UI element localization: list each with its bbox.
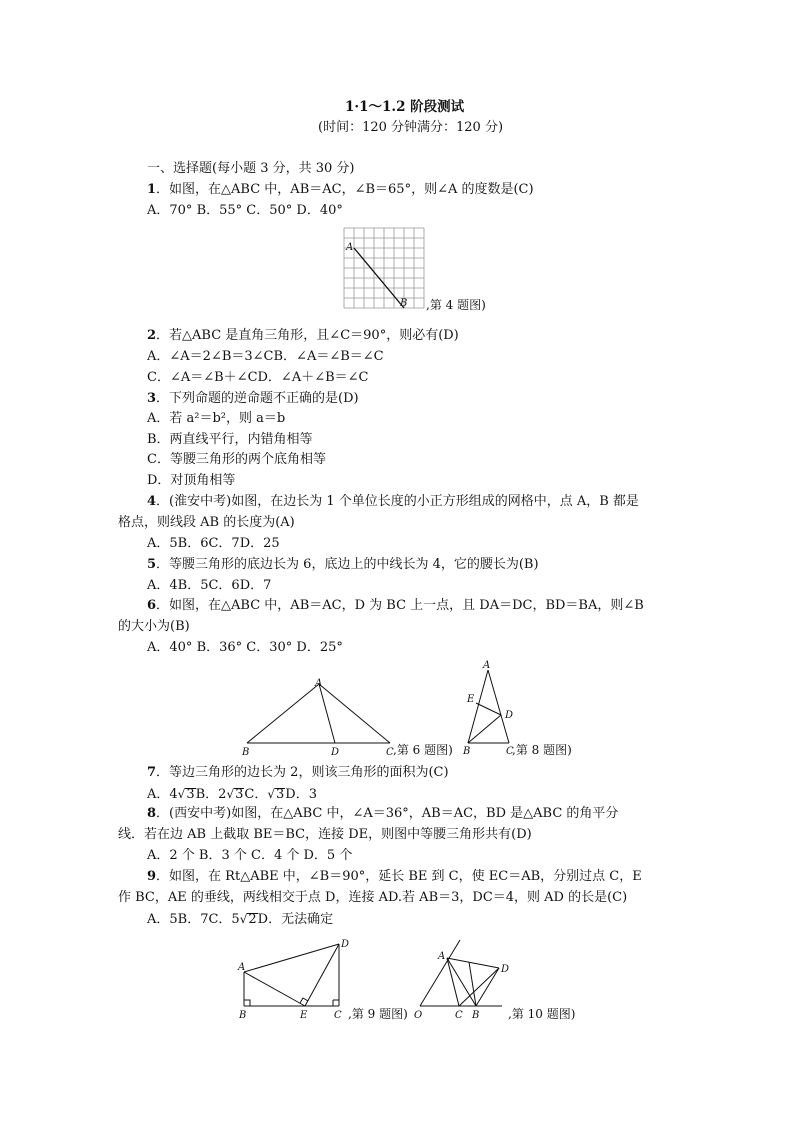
- figure-6-caption: ,第 6 题图): [393, 743, 453, 757]
- question-1-options: A．70° B．55° C．50° D．40°: [147, 203, 343, 218]
- point-d-label: D: [501, 964, 510, 975]
- question-6-line-2: 的大小为(B): [118, 619, 190, 634]
- point-b-label: B: [400, 298, 408, 309]
- option-a: A．4: [147, 787, 178, 802]
- sqrt-sign: √3: [226, 787, 244, 802]
- point-b-label: B: [463, 746, 471, 757]
- point-a-label: A: [315, 678, 323, 689]
- question-number: 5: [147, 557, 157, 572]
- question-number: 8: [147, 806, 157, 821]
- question-text: ．若△ABC 是直角三角形，且∠C＝90°，则必有(D): [156, 328, 459, 343]
- figure-9-caption: ,第 9 题图): [348, 1007, 408, 1021]
- sqrt-sign: √3: [177, 787, 195, 802]
- options-abc: A．5B．7C．5: [147, 912, 240, 927]
- question-text: ．(西安中考)如图，在△ABC 中，∠A＝36°，AB＝AC，BD 是△ABC 的角平分: [156, 806, 619, 821]
- figure-4-caption: ,第 4 题图): [426, 298, 486, 312]
- question-text: ．等边三角形的边长为 2，则该三角形的面积为(C): [156, 765, 449, 780]
- point-b-label: B: [472, 1010, 480, 1021]
- question-7: [147, 765, 449, 781]
- figure-4-grid: [344, 228, 428, 312]
- figure-10-diagram: [412, 934, 522, 1024]
- option-c: C．: [244, 787, 268, 802]
- question-9: [147, 869, 642, 885]
- question-8-line-2: 线．若在边 AB 上截取 BE＝BC，连接 DE，则图中等腰三角形共有(D): [118, 827, 532, 842]
- point-e-label: E: [300, 1010, 308, 1021]
- question-2-options-2: C．∠A＝∠B＋∠CD．∠A＋∠B＝∠C: [147, 370, 369, 385]
- question-3: [147, 391, 359, 407]
- question-6-options: A．40° B．36° C．30° D．25°: [147, 640, 343, 655]
- figure-6-triangle: [240, 676, 400, 758]
- question-6: [147, 598, 644, 614]
- question-text: ．(淮安中考)如图，在边长为 1 个单位长度的小正方形组成的网格中，点 A，B 都是: [156, 494, 639, 509]
- page-subtitle: (时间：120 分钟满分：120 分): [318, 120, 504, 135]
- point-d-label: D: [341, 939, 350, 950]
- question-2: [147, 328, 459, 344]
- point-c-label: C: [334, 1010, 342, 1021]
- point-b-label: B: [242, 747, 250, 758]
- question-number: 7: [147, 765, 157, 780]
- point-c-label: C: [506, 746, 514, 757]
- question-9-options: [147, 911, 333, 928]
- point-d-label: D: [331, 747, 340, 758]
- question-number: 6: [147, 598, 157, 613]
- question-8-options: A．2 个 B．3 个 C．4 个 D．5 个: [147, 848, 353, 863]
- question-9-line-2: 作 BC，AE 的垂线，两线相交于点 D，连接 AD.若 AB＝3，DC＝4，则 AD 的长是(C): [118, 890, 628, 905]
- question-text: ．如图，在△ABC 中，AB＝AC，∠B＝65°，则∠A 的度数是(C): [156, 182, 534, 197]
- sqrt-sign: √3: [267, 787, 285, 802]
- figure-10-caption: ,第 10 题图): [508, 1007, 576, 1021]
- figure-9-diagram: [236, 936, 354, 1022]
- question-2-options-1: A．∠A＝2∠B＝3∠CB．∠A＝∠B＝∠C: [147, 349, 384, 364]
- question-number: 4: [147, 494, 157, 509]
- question-text: ．等腰三角形的底边长为 6，底边上的中线长为 4，它的腰长为(B): [156, 557, 539, 572]
- page-title: 1·1～1.2 阶段测试: [345, 99, 465, 115]
- section-heading: 一、选择题(每小题 3 分，共 30 分): [147, 161, 355, 176]
- question-text: ．如图，在 Rt△ABE 中，∠B＝90°，延长 BE 到 C，使 EC＝AB，分别过点 C，E: [156, 869, 642, 884]
- point-a-label: A: [483, 660, 491, 671]
- question-number: 1: [147, 182, 157, 197]
- question-3-option-c: C．等腰三角形的两个底角相等: [147, 452, 326, 467]
- point-e-label: E: [467, 694, 475, 705]
- question-5-options: A．4B．5C．6D．7: [147, 578, 272, 593]
- question-text: ．如图，在△ABC 中，AB＝AC，D 为 BC 上一点，且 DA＝DC，BD＝BA，则∠B: [156, 598, 644, 613]
- question-1: [147, 182, 534, 198]
- point-o-label: O: [414, 1010, 423, 1021]
- point-d-label: D: [505, 710, 514, 721]
- question-8: [147, 806, 618, 822]
- option-d: D．3: [285, 787, 317, 802]
- question-3-option-b: B．两直线平行，内错角相等: [147, 432, 313, 447]
- sqrt-sign: √2: [239, 912, 257, 927]
- point-b-label: B: [239, 1010, 247, 1021]
- question-4-options: A．5B．6C．7D．25: [147, 536, 280, 551]
- point-c-label: C: [455, 1010, 463, 1021]
- question-number: 3: [147, 391, 157, 406]
- question-number: 2: [147, 328, 157, 343]
- question-4-line-2: 格点，则线段 AB 的长度为(A): [118, 515, 295, 530]
- question-4: [147, 494, 639, 510]
- question-5: [147, 557, 539, 573]
- figure-8-caption: ,第 8 题图): [512, 743, 572, 757]
- point-a-label: A: [438, 951, 446, 962]
- point-a-label: A: [346, 242, 354, 253]
- option-d: D．无法确定: [257, 912, 334, 927]
- question-3-option-d: D．对顶角相等: [147, 473, 236, 488]
- question-number: 9: [147, 869, 157, 884]
- option-b: B．2: [195, 787, 227, 802]
- question-3-option-a: A．若 a²＝b²，则 a＝b: [147, 411, 286, 426]
- question-7-options: [147, 786, 317, 803]
- point-c-label: C: [386, 747, 394, 758]
- question-text: ．下列命题的逆命题不正确的是(D): [156, 391, 359, 406]
- point-a-label: A: [238, 962, 246, 973]
